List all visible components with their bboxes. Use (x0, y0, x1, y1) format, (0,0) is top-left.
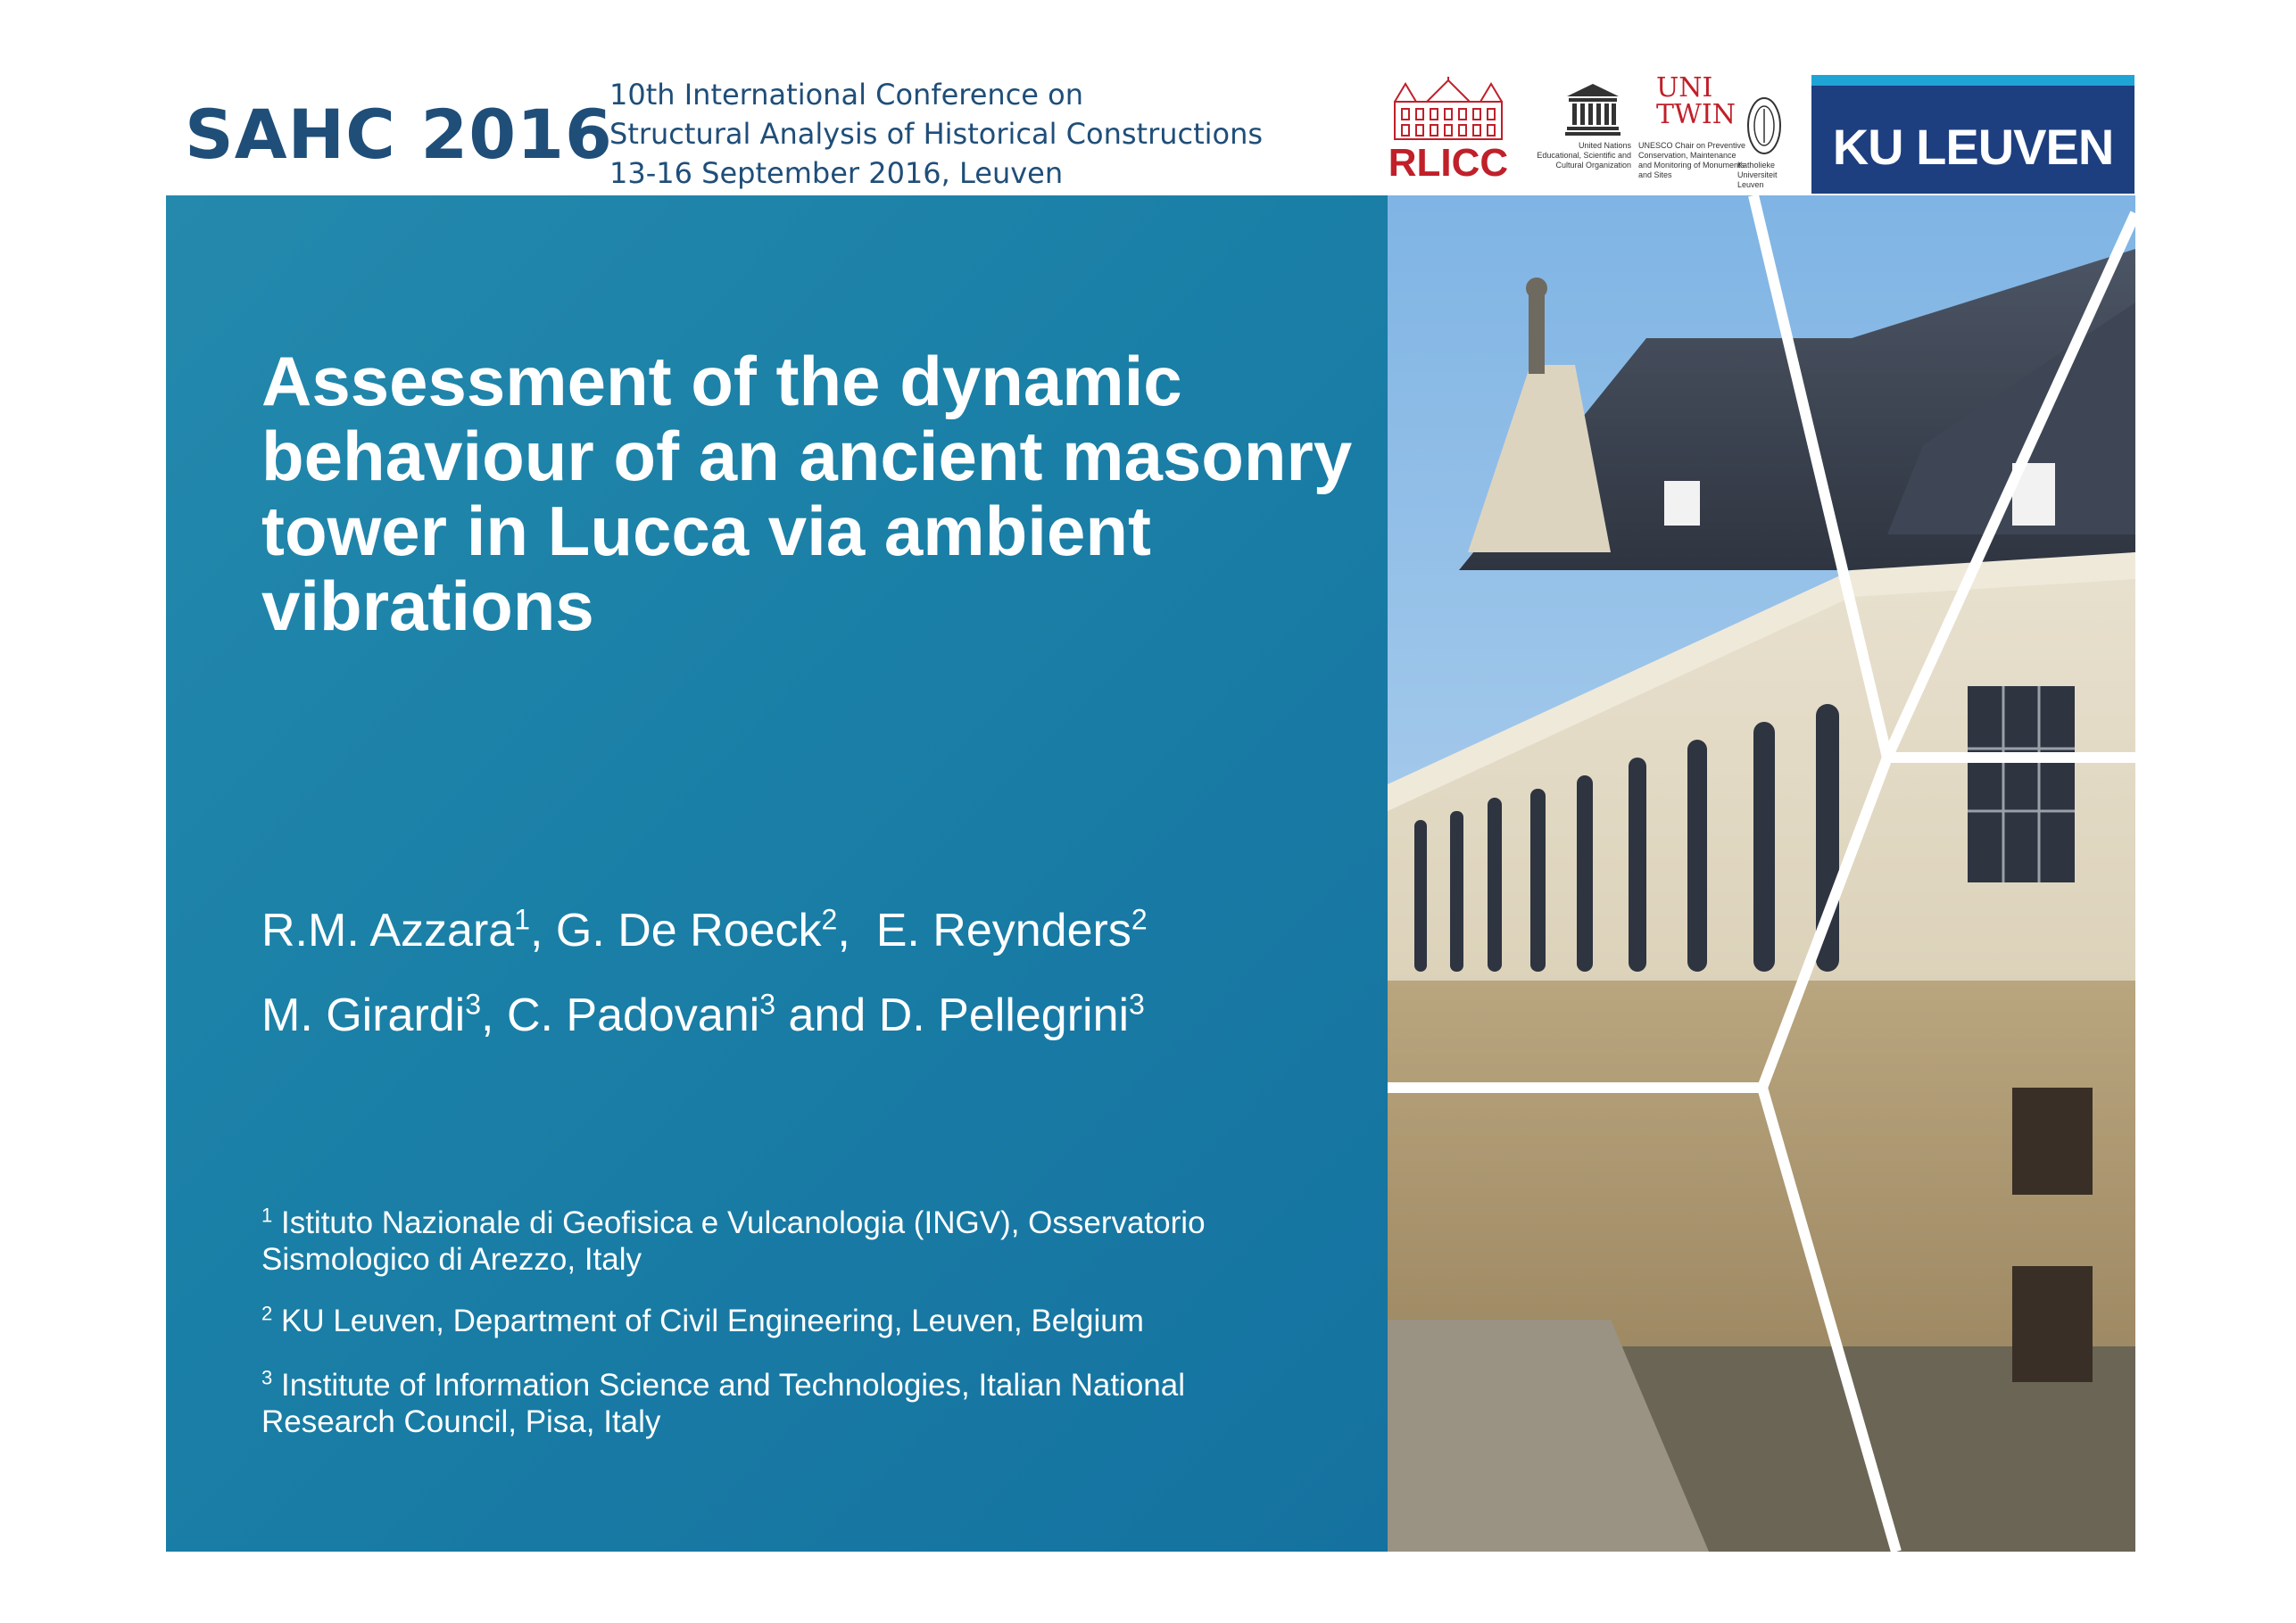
author-separator: , (481, 990, 507, 1041)
kul-seal-icon (1746, 96, 1782, 155)
conference-info (609, 75, 1263, 193)
unitwin-logo (1638, 72, 1746, 189)
author-affiliation-mark: 2 (821, 903, 838, 936)
affiliation-text: Institute of Information Science and Technologies, Italian National Research Council, Pisa, Italy (261, 1368, 1194, 1439)
affiliation-number: 3 (261, 1366, 273, 1389)
affiliation-3 (261, 1367, 1297, 1440)
rlicc-logo (1386, 77, 1511, 184)
affiliation-text: KU Leuven, Department of Civil Engineering, Leuven, Belgium (272, 1304, 1144, 1338)
author-name: G. De Roeck (555, 905, 822, 956)
affiliation-1 (261, 1205, 1297, 1278)
author-affiliation-mark: 2 (1131, 903, 1148, 936)
leuven-building-illustration (1388, 195, 2135, 1552)
author-affiliation-mark: 3 (759, 988, 776, 1021)
unesco-logo (1533, 82, 1631, 189)
unitwin-caption: UNESCO Chair on Preventive Conservation, Maintenance and Monitoring of Monuments and Sites (1638, 141, 1746, 179)
author-separator: , (529, 905, 556, 956)
affiliation-number: 2 (261, 1302, 273, 1325)
unitwin-mark: UNI TWIN (1656, 72, 1736, 130)
unesco-caption: United Nations Educational, Scientific and Cultural Organization (1537, 141, 1631, 170)
author-name: E. Reynders (875, 905, 1131, 956)
author-separator: , (837, 905, 876, 956)
kul-seal-caption: Katholieke Universiteit Leuven (1737, 161, 1778, 189)
rlicc-wordmark: RLICC (1388, 141, 1509, 185)
ku-leuven-wordmark: KU LEUVEN (1832, 119, 2114, 175)
affiliation-2 (261, 1303, 1297, 1339)
kul-seal-logo (1737, 96, 1791, 189)
author-affiliation-mark: 3 (465, 988, 482, 1021)
conference-info-line: Structural Analysis of Historical Constructions (609, 117, 1264, 151)
ku-leuven-accent-bar (1811, 75, 2134, 86)
author-separator: and (775, 990, 879, 1041)
ku-leuven-logo (1811, 75, 2134, 194)
author-affiliation-mark: 3 (1129, 988, 1145, 1021)
affiliation-number: 1 (261, 1204, 273, 1227)
author-name: C. Padovani (506, 990, 760, 1041)
conference-acronym: SAHC 2016 (185, 95, 613, 174)
conference-info-line: 13-16 September 2016, Leuven (609, 156, 1064, 190)
author-name: M. Girardi (261, 990, 466, 1041)
author-name: R.M. Azzara (261, 905, 515, 956)
affiliation-text: Istituto Nazionale di Geofisica e Vulcanologia (INGV), Osservatorio Sismologico di Arezzo, Italy (261, 1205, 1214, 1277)
presentation-title: Assessment of the dynamic behaviour of an ancient masonry tower in Lucca via ambient vibrations (261, 342, 1353, 645)
rlicc-building-icon (1391, 77, 1505, 141)
conference-info-line: 10th International Conference on (609, 78, 1084, 112)
authors-line-1 (261, 904, 1148, 957)
unesco-temple-icon (1565, 82, 1620, 136)
authors-line-2 (261, 989, 1145, 1042)
author-affiliation-mark: 1 (514, 903, 530, 936)
author-name: D. Pellegrini (878, 990, 1130, 1041)
building-photo (1388, 195, 2135, 1552)
